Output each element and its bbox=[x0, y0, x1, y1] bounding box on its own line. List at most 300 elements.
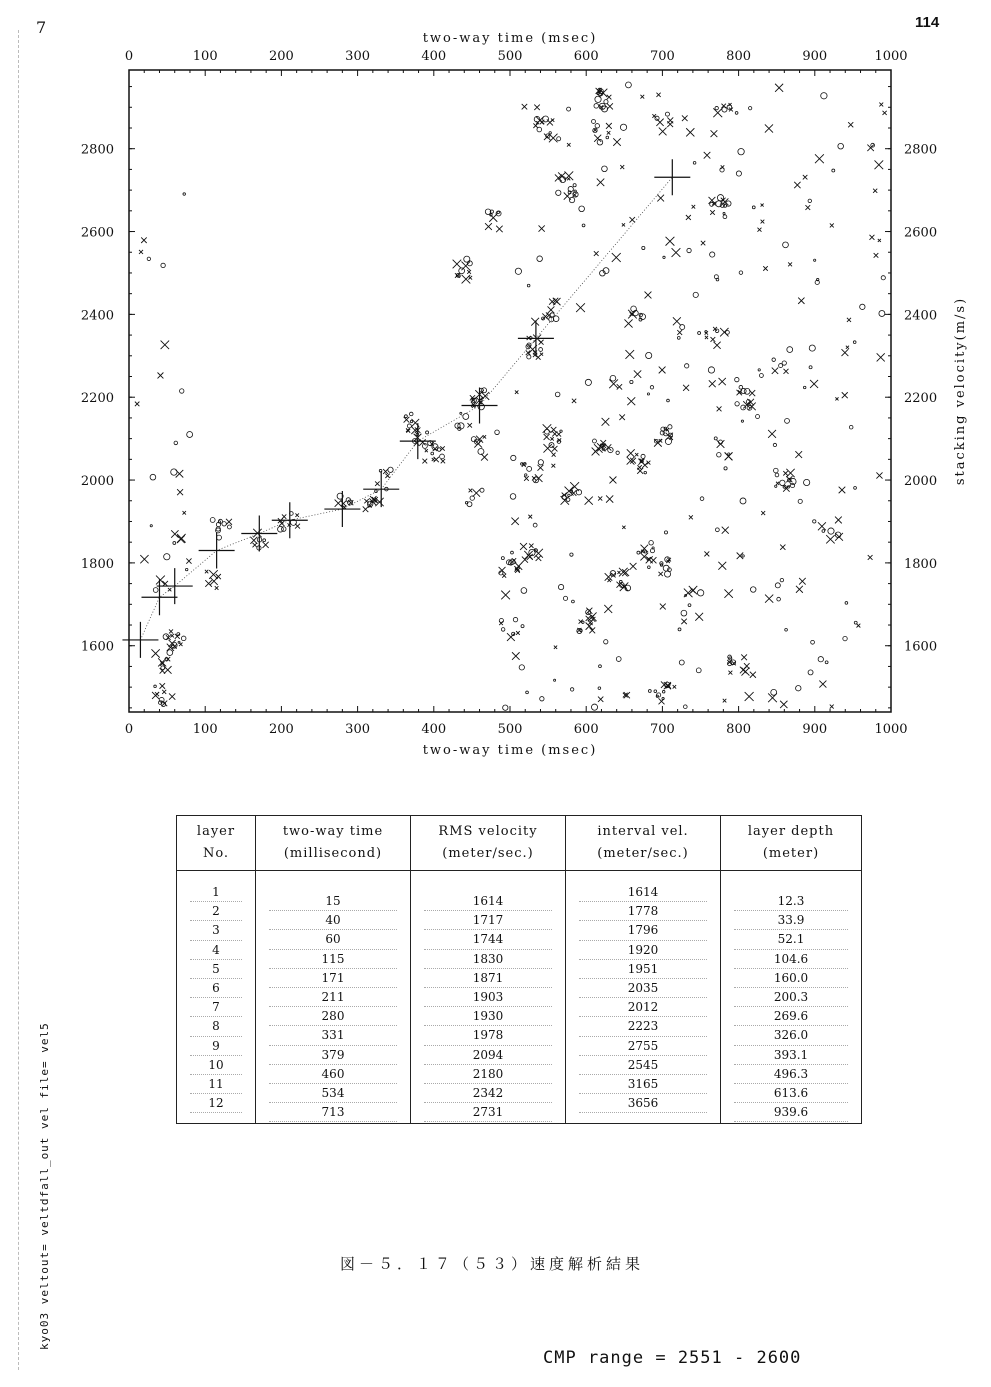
semblance-point-x bbox=[139, 250, 143, 254]
semblance-point-o bbox=[808, 199, 811, 202]
semblance-point-o bbox=[775, 473, 779, 477]
semblance-point-o bbox=[460, 412, 462, 414]
semblance-point-o bbox=[501, 557, 504, 560]
semblance-point-x bbox=[780, 701, 787, 708]
semblance-point-x bbox=[598, 496, 602, 500]
semblance-point-x bbox=[467, 270, 471, 274]
table-cell: 40 bbox=[269, 911, 397, 930]
header-two-way-time: two-way time (millisecond) bbox=[256, 816, 411, 871]
semblance-point-x bbox=[375, 481, 380, 486]
semblance-point-o bbox=[678, 628, 681, 631]
semblance-point-o bbox=[592, 439, 596, 443]
x-tick-label-bottom: 1000 bbox=[874, 722, 908, 737]
semblance-point-x bbox=[642, 462, 647, 467]
table-cell: 1871 bbox=[424, 969, 552, 988]
semblance-point-o bbox=[664, 531, 667, 534]
semblance-point-x bbox=[839, 487, 846, 494]
semblance-point-x bbox=[604, 605, 612, 613]
semblance-point-x bbox=[177, 489, 183, 495]
column-interval-vel bbox=[566, 871, 721, 1124]
table-cell: 2755 bbox=[579, 1037, 707, 1056]
semblance-point-o bbox=[780, 480, 785, 485]
table-cell: 9 bbox=[190, 1037, 242, 1056]
semblance-point-o bbox=[813, 520, 816, 523]
semblance-point-x bbox=[721, 165, 725, 169]
semblance-point-x bbox=[666, 237, 675, 246]
semblance-point-o bbox=[464, 256, 470, 262]
semblance-point-x bbox=[385, 474, 389, 478]
semblance-point-x bbox=[520, 543, 527, 550]
semblance-point-x bbox=[586, 608, 592, 614]
semblance-point-x bbox=[533, 353, 537, 357]
semblance-point-o bbox=[681, 610, 687, 616]
table-cell: 1778 bbox=[579, 902, 707, 921]
semblance-point-x bbox=[544, 434, 550, 440]
semblance-point-x bbox=[625, 350, 634, 359]
semblance-point-o bbox=[147, 257, 150, 260]
header-rms-velocity: RMS velocity (meter/sec.) bbox=[411, 816, 566, 871]
semblance-point-o bbox=[648, 690, 651, 693]
semblance-point-x bbox=[540, 120, 544, 124]
semblance-point-x bbox=[554, 646, 557, 649]
semblance-point-o bbox=[557, 137, 561, 141]
semblance-point-o bbox=[685, 364, 689, 368]
x-tick-label-top: 800 bbox=[726, 49, 752, 64]
table-cell: 1978 bbox=[424, 1026, 552, 1045]
velocity-pick-cross bbox=[272, 502, 308, 538]
semblance-point-o bbox=[173, 542, 176, 545]
semblance-point-o bbox=[736, 171, 741, 176]
velocity-pick-cross bbox=[199, 532, 235, 568]
semblance-point-o bbox=[663, 256, 665, 258]
x-tick-label-bottom: 900 bbox=[802, 722, 828, 737]
semblance-point-x bbox=[489, 214, 497, 222]
semblance-point-o bbox=[742, 555, 744, 557]
semblance-point-o bbox=[693, 162, 696, 165]
semblance-point-o bbox=[804, 479, 810, 485]
semblance-point-x bbox=[873, 189, 877, 193]
semblance-point-o bbox=[726, 330, 730, 334]
semblance-point-o bbox=[606, 136, 609, 139]
semblance-point-x bbox=[741, 668, 749, 676]
semblance-point-x bbox=[768, 430, 776, 438]
semblance-point-x bbox=[830, 705, 834, 709]
semblance-point-o bbox=[610, 375, 616, 381]
semblance-point-o bbox=[478, 448, 484, 454]
semblance-point-o bbox=[803, 386, 805, 388]
semblance-point-o bbox=[217, 535, 222, 540]
semblance-point-x bbox=[531, 318, 539, 326]
y-tick-label-left: 2800 bbox=[80, 142, 114, 158]
semblance-point-o bbox=[821, 93, 827, 99]
semblance-point-x bbox=[683, 385, 689, 391]
semblance-point-x bbox=[745, 692, 754, 701]
table-cell: 104.6 bbox=[734, 950, 848, 969]
semblance-point-x bbox=[434, 457, 439, 462]
semblance-point-x bbox=[717, 406, 722, 411]
semblance-point-o bbox=[174, 441, 178, 445]
table-cell: 2094 bbox=[424, 1046, 552, 1065]
x-tick-label-top: 500 bbox=[497, 49, 523, 64]
header-layer-no: layer No. bbox=[177, 816, 256, 871]
semblance-point-o bbox=[853, 341, 856, 344]
semblance-point-o bbox=[715, 329, 719, 333]
semblance-point-x bbox=[780, 545, 785, 550]
semblance-point-o bbox=[560, 430, 562, 432]
semblance-point-o bbox=[780, 578, 783, 581]
semblance-point-o bbox=[648, 566, 651, 569]
semblance-point-o bbox=[459, 268, 465, 274]
semblance-point-x bbox=[169, 629, 173, 633]
x-tick-label-bottom: 300 bbox=[345, 722, 371, 737]
velocity-pick-cross bbox=[141, 579, 177, 615]
semblance-point-x bbox=[695, 613, 703, 621]
table-cell: 2 bbox=[190, 902, 242, 921]
table-cell: 1930 bbox=[424, 1007, 552, 1026]
semblance-point-x bbox=[883, 111, 887, 115]
x-tick-label-bottom: 800 bbox=[726, 722, 752, 737]
semblance-point-x bbox=[713, 342, 720, 349]
semblance-point-x bbox=[622, 526, 625, 529]
semblance-points bbox=[135, 82, 887, 710]
y-tick-label-left: 2600 bbox=[80, 225, 114, 241]
semblance-point-x bbox=[589, 627, 595, 633]
semblance-point-o bbox=[604, 100, 608, 104]
semblance-point-x bbox=[363, 506, 369, 512]
semblance-point-x bbox=[650, 557, 656, 563]
table-cell: 11 bbox=[190, 1075, 242, 1094]
table-cell: 1920 bbox=[579, 941, 707, 960]
semblance-point-x bbox=[841, 349, 848, 356]
semblance-point-o bbox=[440, 454, 445, 459]
semblance-point-x bbox=[796, 586, 803, 593]
semblance-point-x bbox=[765, 595, 773, 603]
semblance-point-x bbox=[757, 228, 761, 232]
semblance-point-x bbox=[169, 693, 175, 699]
semblance-point-x bbox=[701, 241, 705, 245]
semblance-point-x bbox=[341, 501, 346, 506]
semblance-point-x bbox=[160, 683, 166, 689]
semblance-point-x bbox=[140, 555, 148, 563]
semblance-point-o bbox=[525, 474, 527, 476]
table-cell: 115 bbox=[269, 950, 397, 969]
table-cell: 5 bbox=[190, 960, 242, 979]
figure-caption: 図－５．１７（５３）速度解析結果 bbox=[340, 1255, 645, 1273]
semblance-point-x bbox=[815, 154, 824, 163]
semblance-point-o bbox=[772, 358, 775, 361]
x-tick-label-bottom: 700 bbox=[649, 722, 675, 737]
semblance-point-o bbox=[602, 166, 608, 172]
semblance-point-o bbox=[756, 415, 760, 419]
semblance-point-x bbox=[512, 558, 516, 562]
semblance-point-x bbox=[597, 179, 604, 186]
table-cell: 393.1 bbox=[734, 1046, 848, 1065]
semblance-point-x bbox=[794, 182, 800, 188]
table-cell: 2035 bbox=[579, 979, 707, 998]
table-cell: 269.6 bbox=[734, 1007, 848, 1026]
velocity-trend-line bbox=[140, 177, 672, 640]
semblance-point-x bbox=[776, 482, 779, 485]
semblance-point-x bbox=[805, 205, 810, 210]
semblance-point-x bbox=[640, 553, 648, 561]
semblance-point-o bbox=[594, 104, 599, 109]
semblance-point-x bbox=[761, 204, 764, 207]
y-tick-label-right: 2800 bbox=[904, 142, 938, 158]
semblance-point-x bbox=[709, 380, 716, 387]
semblance-point-o bbox=[567, 107, 571, 111]
x-axis-title-bottom: two-way time (msec) bbox=[422, 743, 598, 758]
table-cell: 1830 bbox=[424, 950, 552, 969]
semblance-point-o bbox=[558, 584, 563, 589]
semblance-point-o bbox=[808, 670, 813, 675]
semblance-point-x bbox=[422, 459, 427, 464]
semblance-point-o bbox=[591, 704, 597, 710]
semblance-point-o bbox=[828, 528, 834, 534]
semblance-point-o bbox=[616, 657, 621, 662]
semblance-point-x bbox=[830, 223, 834, 227]
semblance-point-o bbox=[759, 374, 763, 378]
semblance-point-x bbox=[253, 543, 258, 548]
semblance-point-x bbox=[558, 172, 565, 179]
y-tick-label-right: 1600 bbox=[904, 639, 938, 655]
semblance-point-x bbox=[155, 692, 159, 696]
semblance-point-x bbox=[216, 574, 221, 579]
semblance-point-x bbox=[613, 138, 620, 145]
semblance-point-o bbox=[647, 393, 649, 395]
semblance-point-x bbox=[720, 328, 728, 336]
semblance-point-o bbox=[572, 600, 575, 603]
semblance-point-x bbox=[549, 134, 558, 143]
velocity-pick-cross bbox=[122, 622, 158, 658]
semblance-point-x bbox=[681, 619, 686, 624]
semblance-point-x bbox=[158, 373, 164, 379]
semblance-point-o bbox=[654, 690, 657, 693]
semblance-point-o bbox=[556, 190, 561, 195]
semblance-point-o bbox=[715, 528, 719, 532]
semblance-point-x bbox=[619, 414, 625, 420]
semblance-point-o bbox=[625, 82, 631, 88]
table-cell: 10 bbox=[190, 1056, 242, 1075]
semblance-point-x bbox=[552, 453, 556, 457]
semblance-point-o bbox=[644, 551, 646, 553]
semblance-point-o bbox=[708, 367, 714, 373]
semblance-point-o bbox=[497, 211, 499, 213]
semblance-point-x bbox=[598, 697, 603, 702]
semblance-point-x bbox=[659, 367, 666, 374]
semblance-point-o bbox=[854, 487, 857, 490]
semblance-point-x bbox=[723, 699, 727, 703]
semblance-point-x bbox=[536, 555, 542, 561]
semblance-point-o bbox=[187, 432, 193, 438]
side-note: kyo03 veltout= veltdfall_out vel file= vel5 bbox=[38, 1022, 51, 1350]
semblance-point-o bbox=[501, 628, 505, 632]
semblance-point-x bbox=[673, 317, 681, 325]
semblance-point-o bbox=[426, 431, 429, 434]
table-cell: 1 bbox=[190, 883, 242, 902]
table-cell: 1951 bbox=[579, 960, 707, 979]
semblance-point-o bbox=[543, 116, 549, 122]
semblance-point-x bbox=[468, 276, 472, 280]
semblance-point-x bbox=[141, 237, 147, 243]
semblance-point-x bbox=[667, 121, 673, 127]
semblance-point-o bbox=[585, 379, 591, 385]
semblance-point-o bbox=[818, 657, 823, 662]
table-cell: 200.3 bbox=[734, 988, 848, 1007]
table-cell: 2223 bbox=[579, 1017, 707, 1036]
semblance-point-x bbox=[567, 177, 570, 180]
semblance-point-o bbox=[519, 665, 524, 670]
corner-mark: 7 bbox=[36, 18, 47, 37]
semblance-point-o bbox=[714, 437, 717, 440]
semblance-point-o bbox=[410, 420, 412, 422]
semblance-point-x bbox=[874, 253, 879, 258]
semblance-point-o bbox=[796, 686, 801, 691]
semblance-point-x bbox=[567, 143, 571, 147]
semblance-point-x bbox=[282, 514, 286, 518]
velocity-pick-cross bbox=[518, 320, 554, 356]
semblance-point-x bbox=[186, 558, 191, 563]
semblance-point-x bbox=[528, 515, 532, 519]
semblance-point-o bbox=[849, 425, 853, 429]
semblance-point-o bbox=[741, 420, 743, 422]
semblance-point-o bbox=[775, 583, 780, 588]
semblance-point-o bbox=[825, 661, 828, 664]
table-cell: 1717 bbox=[424, 911, 552, 930]
semblance-point-o bbox=[404, 415, 407, 418]
semblance-point-x bbox=[879, 103, 883, 107]
semblance-point-o bbox=[510, 494, 516, 500]
semblance-point-x bbox=[868, 555, 873, 560]
y-tick-label-left: 1600 bbox=[80, 639, 114, 655]
semblance-point-o bbox=[470, 496, 474, 500]
semblance-point-x bbox=[529, 544, 533, 548]
semblance-point-x bbox=[617, 571, 620, 574]
semblance-point-o bbox=[860, 304, 865, 309]
semblance-point-x bbox=[612, 253, 621, 262]
semblance-point-x bbox=[711, 130, 718, 137]
semblance-point-o bbox=[777, 597, 781, 601]
semblance-point-o bbox=[750, 587, 756, 593]
semblance-point-o bbox=[798, 499, 802, 503]
x-tick-label-top: 600 bbox=[573, 49, 599, 64]
semblance-point-o bbox=[677, 337, 680, 340]
semblance-point-o bbox=[527, 355, 531, 359]
semblance-point-x bbox=[640, 95, 644, 99]
semblance-point-x bbox=[177, 535, 185, 543]
semblance-point-x bbox=[627, 449, 635, 457]
semblance-point-o bbox=[582, 621, 584, 623]
semblance-point-x bbox=[622, 223, 625, 226]
semblance-point-x bbox=[539, 225, 545, 231]
semblance-point-x bbox=[522, 104, 527, 109]
x-tick-label-top: 400 bbox=[421, 49, 447, 64]
semblance-point-x bbox=[453, 260, 462, 269]
table-cell: 52.1 bbox=[734, 930, 848, 949]
semblance-point-x bbox=[624, 319, 632, 327]
semblance-point-x bbox=[135, 402, 140, 407]
x-tick-label-bottom: 400 bbox=[421, 722, 447, 737]
semblance-point-o bbox=[693, 292, 698, 297]
semblance-point-x bbox=[718, 562, 726, 570]
semblance-point-x bbox=[725, 453, 733, 461]
semblance-point-x bbox=[606, 123, 612, 129]
semblance-point-x bbox=[803, 175, 808, 180]
semblance-point-o bbox=[679, 660, 684, 665]
semblance-point-x bbox=[846, 346, 849, 349]
semblance-point-x bbox=[425, 449, 428, 452]
semblance-point-x bbox=[775, 84, 783, 92]
semblance-point-o bbox=[787, 347, 793, 353]
semblance-point-x bbox=[607, 131, 611, 135]
semblance-point-o bbox=[164, 554, 170, 560]
semblance-point-o bbox=[154, 685, 157, 688]
semblance-point-x bbox=[499, 567, 506, 574]
semblance-point-x bbox=[721, 198, 726, 203]
semblance-point-x bbox=[722, 527, 729, 534]
semblance-point-o bbox=[161, 263, 165, 267]
semblance-point-o bbox=[570, 688, 573, 691]
semblance-point-o bbox=[465, 501, 468, 504]
semblance-point-o bbox=[521, 625, 524, 628]
semblance-point-o bbox=[521, 588, 527, 594]
table-cell: 613.6 bbox=[734, 1084, 848, 1103]
semblance-point-x bbox=[263, 542, 269, 548]
table-cell: 6 bbox=[190, 979, 242, 998]
table-cell: 12.3 bbox=[734, 892, 848, 911]
semblance-point-x bbox=[876, 472, 882, 478]
semblance-point-x bbox=[677, 330, 682, 335]
semblance-point-o bbox=[644, 471, 647, 474]
semblance-point-o bbox=[409, 412, 413, 416]
velocity-pick-cross bbox=[400, 423, 436, 459]
semblance-point-x bbox=[875, 160, 884, 169]
semblance-point-o bbox=[539, 348, 543, 352]
semblance-point-x bbox=[682, 115, 688, 121]
semblance-point-x bbox=[502, 574, 506, 578]
semblance-point-o bbox=[511, 455, 516, 460]
semblance-point-x bbox=[585, 497, 593, 505]
semblance-point-o bbox=[598, 687, 601, 690]
semblance-point-o bbox=[665, 112, 669, 116]
table-cell: 460 bbox=[269, 1065, 397, 1084]
semblance-point-o bbox=[480, 488, 484, 492]
semblance-point-x bbox=[151, 649, 159, 657]
semblance-point-x bbox=[250, 537, 257, 544]
semblance-point-x bbox=[783, 471, 787, 475]
semblance-point-o bbox=[599, 665, 602, 668]
semblance-point-o bbox=[662, 697, 664, 699]
table-cell: 3 bbox=[190, 921, 242, 940]
semblance-point-x bbox=[761, 511, 765, 515]
y-tick-label-left: 2200 bbox=[80, 391, 114, 407]
semblance-point-x bbox=[548, 306, 555, 313]
semblance-point-o bbox=[814, 259, 816, 261]
semblance-point-x bbox=[673, 685, 676, 688]
semblance-point-x bbox=[835, 397, 838, 400]
semblance-point-o bbox=[817, 278, 819, 280]
semblance-point-x bbox=[818, 522, 826, 530]
semblance-point-o bbox=[579, 206, 585, 212]
table-cell: 60 bbox=[269, 930, 397, 949]
semblance-point-x bbox=[763, 266, 768, 271]
y-tick-label-left: 2400 bbox=[80, 308, 114, 324]
semblance-point-o bbox=[728, 453, 730, 455]
semblance-point-o bbox=[218, 521, 220, 523]
semblance-point-o bbox=[181, 636, 186, 641]
semblance-point-x bbox=[835, 517, 842, 524]
semblance-point-x bbox=[515, 390, 518, 393]
semblance-point-x bbox=[467, 423, 471, 427]
